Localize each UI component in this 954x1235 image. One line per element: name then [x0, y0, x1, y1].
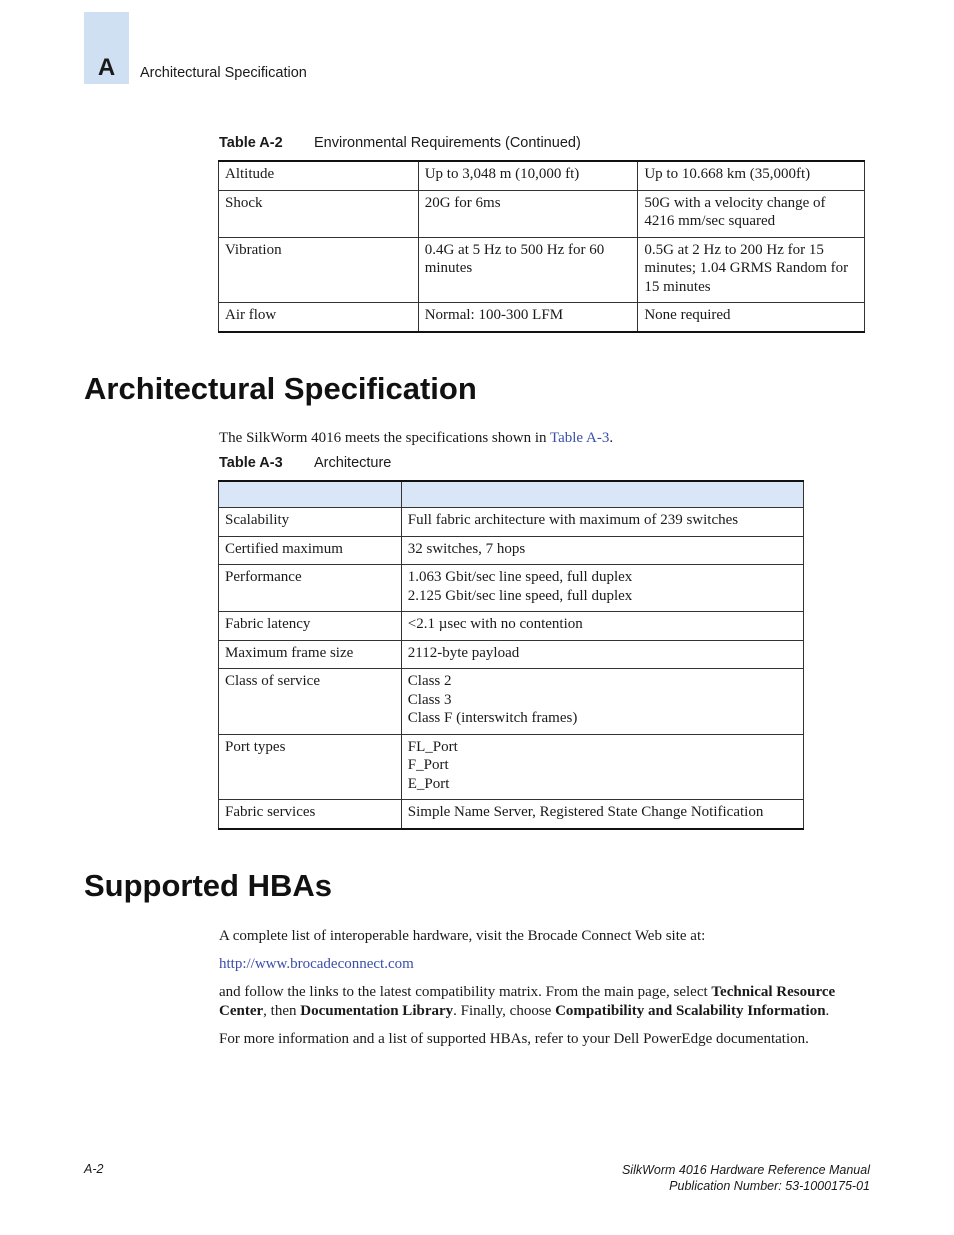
operating-value: [418, 161, 638, 190]
non-operating-value: [638, 303, 865, 332]
spec-value-line: Full fabric architecture with maximum of 239 switches: [407, 512, 739, 528]
spec-value: [401, 612, 803, 641]
hba-para-3: For more information and a list of supported HBAs, refer to your Dell PowerEdge documentation.: [219, 1031, 809, 1047]
row-label: Maximum frame size: [219, 640, 402, 669]
table-row: [219, 565, 804, 612]
hba-para-1: A complete list of interoperable hardware, visit the Brocade Connect Web site at:: [219, 928, 706, 944]
operating-value-line: 20G for 6ms: [424, 194, 501, 211]
intro-end: .: [609, 430, 614, 446]
table-row: [219, 190, 865, 237]
table-row: [219, 303, 865, 332]
intro-text: The SilkWorm 4016 meets the specifications shown in: [219, 430, 550, 446]
documentation-library-term: Documentation Library: [300, 1003, 454, 1019]
table-a2-caption: [219, 135, 581, 151]
non-operating-value: [638, 237, 865, 303]
table-a3-link[interactable]: Table A-3: [549, 430, 610, 446]
footer-info: [622, 1162, 870, 1194]
spec-value: [401, 800, 803, 829]
technical-resource-center-term: Technical Resource Center: [219, 984, 836, 1019]
spec-value-line: Simple Name Server, Registered State Change Notification: [407, 804, 764, 820]
running-head: Architectural Specification: [140, 65, 307, 81]
compatibility-info-term: Compatibility and Scalability Information: [555, 1003, 826, 1019]
publication-number: Publication Number: 53-1000175-01: [669, 1179, 870, 1193]
spec-value-line: Class F (interswitch frames): [407, 710, 578, 726]
spec-value-line: 2.125 Gbit/sec line speed, full duplex: [407, 587, 633, 604]
spec-value-line: F_Port: [407, 757, 449, 773]
table-row: [219, 669, 804, 735]
non-operating-value-line: Up to 10.668 km (35,000ft): [644, 166, 811, 182]
manual-title: SilkWorm 4016 Hardware Reference Manual: [621, 1163, 870, 1177]
row-label: Air flow: [219, 303, 419, 332]
chapter-letter: A: [97, 54, 116, 81]
table-row: [219, 800, 804, 829]
para2-text-e: . Finally, choose: [453, 1003, 556, 1019]
row-label: Altitude: [219, 161, 419, 190]
spec-value: [401, 565, 803, 612]
operating-value-line: Up to 3,048 m (10,000 ft): [424, 166, 580, 182]
row-label: Scalability: [219, 508, 402, 537]
spec-value-line: Class 2: [407, 673, 452, 689]
row-label: Performance: [219, 565, 402, 612]
table-row: [219, 734, 804, 800]
para2-text-a: and follow the links to the latest compatibility matrix. From the main page, select: [219, 984, 712, 1000]
spec-value-line: Class 3: [407, 691, 452, 708]
row-label: Shock: [219, 190, 419, 237]
table-row: [219, 237, 865, 303]
spec-value: [401, 508, 803, 537]
non-operating-value: [638, 190, 865, 237]
spec-value-line: FL_Port: [407, 738, 458, 755]
spec-value-line: 2112-byte payload: [407, 644, 520, 661]
architectural-heading: Architectural Specification: [84, 371, 477, 406]
spec-value-line: 32 switches, 7 hops: [407, 540, 526, 557]
table-a3-title: Architecture: [314, 455, 392, 471]
para2-text-g: .: [825, 1003, 830, 1019]
non-operating-value-line: 4216 mm/sec squared: [644, 213, 776, 229]
operating-value-line: Normal: 100-300 LFM: [424, 307, 564, 323]
header-cell-feature: [219, 481, 402, 508]
spec-value-line: E_Port: [407, 775, 450, 792]
row-label: Class of service: [219, 669, 402, 735]
table-row: [219, 536, 804, 565]
header-cell-value: [401, 481, 803, 508]
operating-value: [418, 237, 638, 303]
table-header-row: [219, 481, 804, 508]
row-label: Fabric latency: [219, 612, 402, 641]
page-number: A-2: [84, 1162, 104, 1176]
architecture-table: [218, 480, 804, 830]
spec-value: [401, 669, 803, 735]
chapter-tab: [84, 12, 129, 84]
non-operating-value: [638, 161, 865, 190]
spec-value: [401, 640, 803, 669]
brocade-connect-link[interactable]: http://www.brocadeconnect.com: [219, 956, 414, 972]
architectural-intro: [219, 429, 869, 448]
non-operating-value-line: None required: [644, 307, 731, 323]
table-row: [219, 161, 865, 190]
spec-value-line: 1.063 Gbit/sec line speed, full duplex: [407, 569, 633, 585]
row-label: Port types: [219, 734, 402, 800]
hba-url-para: [219, 955, 869, 974]
non-operating-value-line: 50G with a velocity change of: [644, 194, 826, 211]
spec-value: [401, 734, 803, 800]
hba-para-2: [219, 983, 869, 1021]
environmental-table: [218, 160, 865, 333]
spec-value-line: <2.1 µsec with no contention: [407, 616, 583, 632]
spec-value: [401, 536, 803, 565]
row-label: Vibration: [219, 237, 419, 303]
row-label: Fabric services: [219, 800, 402, 829]
hba-heading: Supported HBAs: [84, 868, 332, 903]
para2-text-c: , then: [263, 1003, 301, 1019]
table-a3-number: Table A-3: [219, 455, 283, 471]
row-label: Certified maximum: [219, 536, 402, 565]
table-a3-caption: [219, 455, 391, 471]
operating-value: [418, 190, 638, 237]
table-row: [219, 640, 804, 669]
operating-value-line: 0.4G at 5 Hz to 500 Hz for 60: [424, 241, 605, 258]
table-row: [219, 612, 804, 641]
table-a2-number: Table A-2: [219, 135, 283, 151]
operating-value-line: minutes: [424, 260, 473, 276]
non-operating-value-line: 0.5G at 2 Hz to 200 Hz for 15: [644, 241, 824, 258]
non-operating-value-line: minutes; 1.04 GRMS Random for: [644, 260, 849, 276]
table-row: [219, 508, 804, 537]
operating-value: [418, 303, 638, 332]
non-operating-value-line: 15 minutes: [644, 278, 711, 295]
table-a2-title: Environmental Requirements (Continued): [314, 135, 581, 151]
